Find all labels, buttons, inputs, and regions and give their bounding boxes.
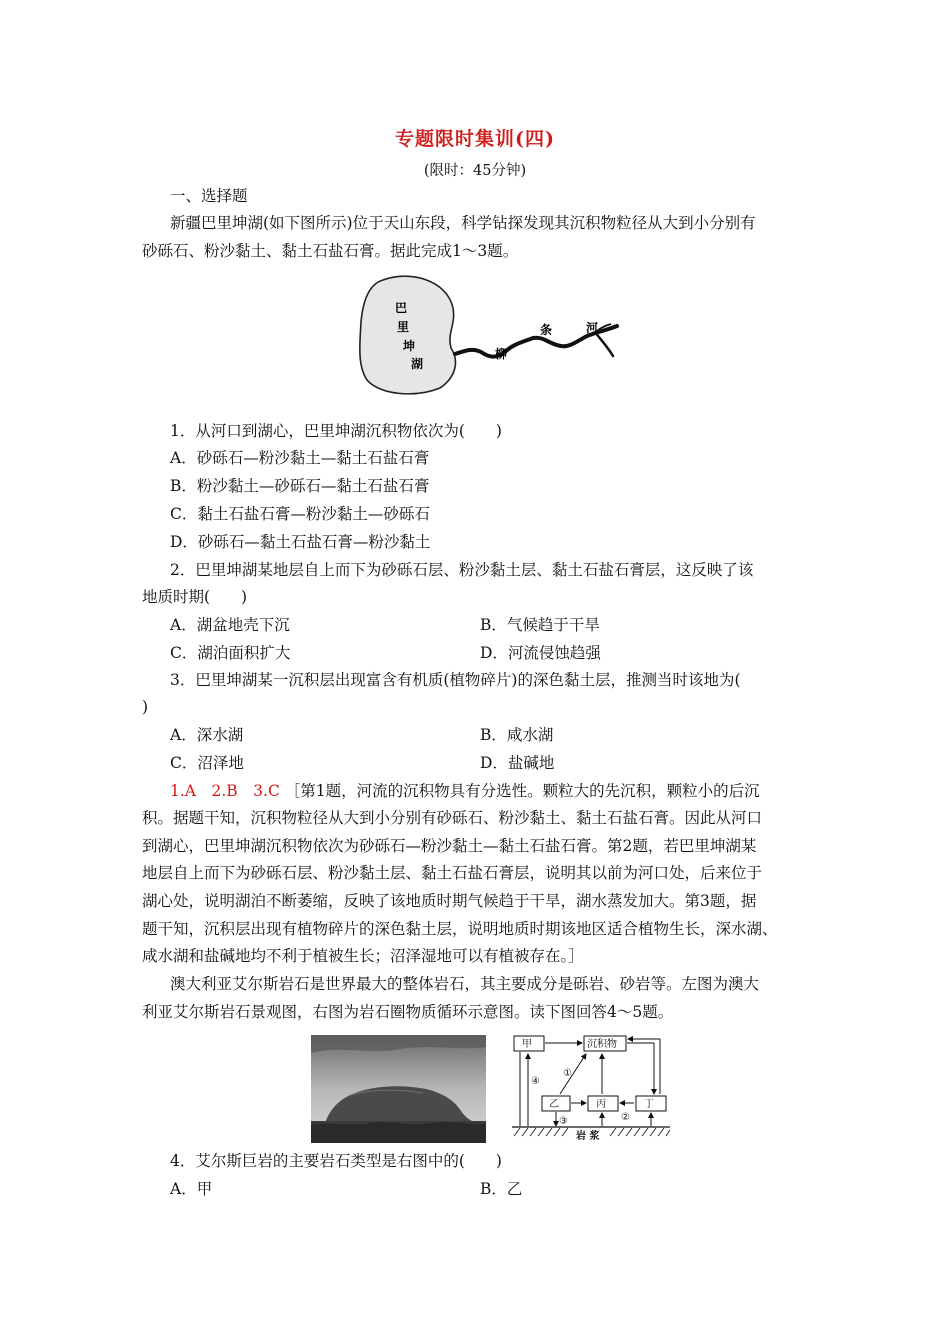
answer-explanation: 题干知，沉积层出现有植物碎片的深色黏土层，说明地质时期该地区适合植物生长，深水湖、	[142, 920, 778, 938]
answer-explanation: 积。据题干知，沉积物粒径从大到小分别有砂砾石、粉沙黏土、黏土石盐石膏。因此从河口	[142, 809, 763, 827]
label-magma: 岩 浆	[576, 1131, 600, 1142]
label-n3: ③	[559, 1116, 568, 1127]
lake-label-char: 里	[397, 320, 410, 334]
label-jia: 甲	[522, 1039, 532, 1050]
q1-option-c: C．黏土石盐石膏—粉沙黏土—砂砾石	[170, 505, 430, 523]
answer-explanation: ［第1题，河流的沉积物具有分选性。颗粒大的先沉积，颗粒小的后沉	[284, 782, 760, 800]
answer-explanation: 到湖心，巴里坤湖沉积物依次为砂砾石—粉沙黏土—黏土石盐石膏。第2题，若巴里坤湖某	[142, 837, 757, 855]
q1-option-a: A．砂砾石—粉沙黏土—黏土石盐石膏	[170, 449, 430, 467]
page-title: 专题限时集训(四)	[395, 128, 555, 150]
answer-explanation: 湖心处，说明湖泊不断萎缩，反映了该地质时期气候趋于干旱，湖水蒸发加大。第3题，据	[142, 892, 757, 910]
answer-explanation: 地层自上而下为砂砾石层、粉沙黏土层、黏土石盐石膏层，说明其以前为河口处，后来位于	[142, 864, 763, 882]
intro-line: 澳大利亚艾尔斯岩石是世界最大的整体岩石，其主要成分是砾岩、砂岩等。左图为澳大	[170, 975, 760, 993]
q1-option-d: D．砂砾石—黏土石盐石膏—粉沙黏土	[170, 533, 431, 551]
q3-option-a: A．深水湖	[170, 726, 244, 744]
time-limit: (限时：45分钟)	[423, 163, 527, 179]
intro-line: 砂砾石、粉沙黏土、黏土石盐石膏。据此完成1～3题。	[142, 242, 519, 260]
question-2-stem: 2．巴里坤湖某地层自上而下为砂砾石层、粉沙黏土层、黏土石盐石膏层，这反映了该	[170, 561, 754, 579]
question-1-stem: 1．从河口到湖心，巴里坤湖沉积物依次为( )	[170, 422, 502, 440]
answer-keys: 1.A 2.B 3.C	[170, 782, 280, 800]
q2-option-a: A．湖盆地壳下沉	[170, 616, 290, 634]
q3-option-c: C．沼泽地	[170, 754, 244, 772]
label-n1: ①	[563, 1068, 572, 1079]
q4-option-a: A．甲	[170, 1180, 213, 1198]
q3-option-b: B．咸水湖	[480, 726, 554, 744]
q1-option-b: B．粉沙黏土—砂砾石—黏土石盐石膏	[170, 477, 430, 495]
river-branch	[595, 332, 613, 356]
lake-outline	[360, 276, 456, 394]
lake-label-char: 巴	[395, 301, 408, 315]
river-label-char: 条	[540, 323, 553, 337]
label-ding: 丁	[644, 1099, 654, 1110]
rock-cycle-diagram	[508, 1034, 673, 1144]
answer-explanation: 咸水湖和盐碱地均不利于植被生长；沼泽湿地可以有植被存在。］	[142, 947, 584, 965]
question-4-stem: 4．艾尔斯巨岩的主要岩石类型是右图中的( )	[170, 1152, 502, 1170]
q2-option-c: C．湖泊面积扩大	[170, 644, 291, 662]
question-3-stem-cont: )	[142, 698, 149, 716]
section-heading: 一、选择题	[170, 187, 248, 205]
q2-option-d: D．河流侵蚀趋强	[480, 644, 601, 662]
question-3-stem: 3．巴里坤湖某一沉积层出现富含有机质(植物碎片)的深色黏土层，推测当时该地为(	[170, 671, 741, 689]
label-n4: ④	[531, 1076, 540, 1087]
question-2-stem-cont: 地质时期( )	[142, 588, 248, 606]
ayers-rock-photo	[311, 1035, 486, 1143]
label-n2: ②	[621, 1112, 630, 1123]
intro-line: 新疆巴里坤湖(如下图所示)位于天山东段，科学钻探发现其沉积物粒径从大到小分别有	[170, 214, 756, 232]
river-label-char: 河	[586, 321, 599, 335]
answer-line	[170, 781, 760, 801]
intro-line: 利亚艾尔斯岩石景观图，右图为岩石圈物质循环示意图。读下图回答4～5题。	[142, 1003, 674, 1021]
q4-option-b: B．乙	[480, 1180, 523, 1198]
label-sediment: 沉积物	[587, 1039, 617, 1050]
lake-label-char: 坤	[403, 339, 416, 353]
lake-map-figure	[355, 270, 630, 400]
lake-label-char: 湖	[411, 357, 424, 371]
label-bing: 丙	[596, 1099, 606, 1110]
label-yi: 乙	[549, 1099, 559, 1110]
q3-option-d: D．盐碱地	[480, 754, 555, 772]
q2-option-b: B．气候趋于干旱	[480, 616, 600, 634]
river-label-char: 柳	[495, 347, 508, 361]
